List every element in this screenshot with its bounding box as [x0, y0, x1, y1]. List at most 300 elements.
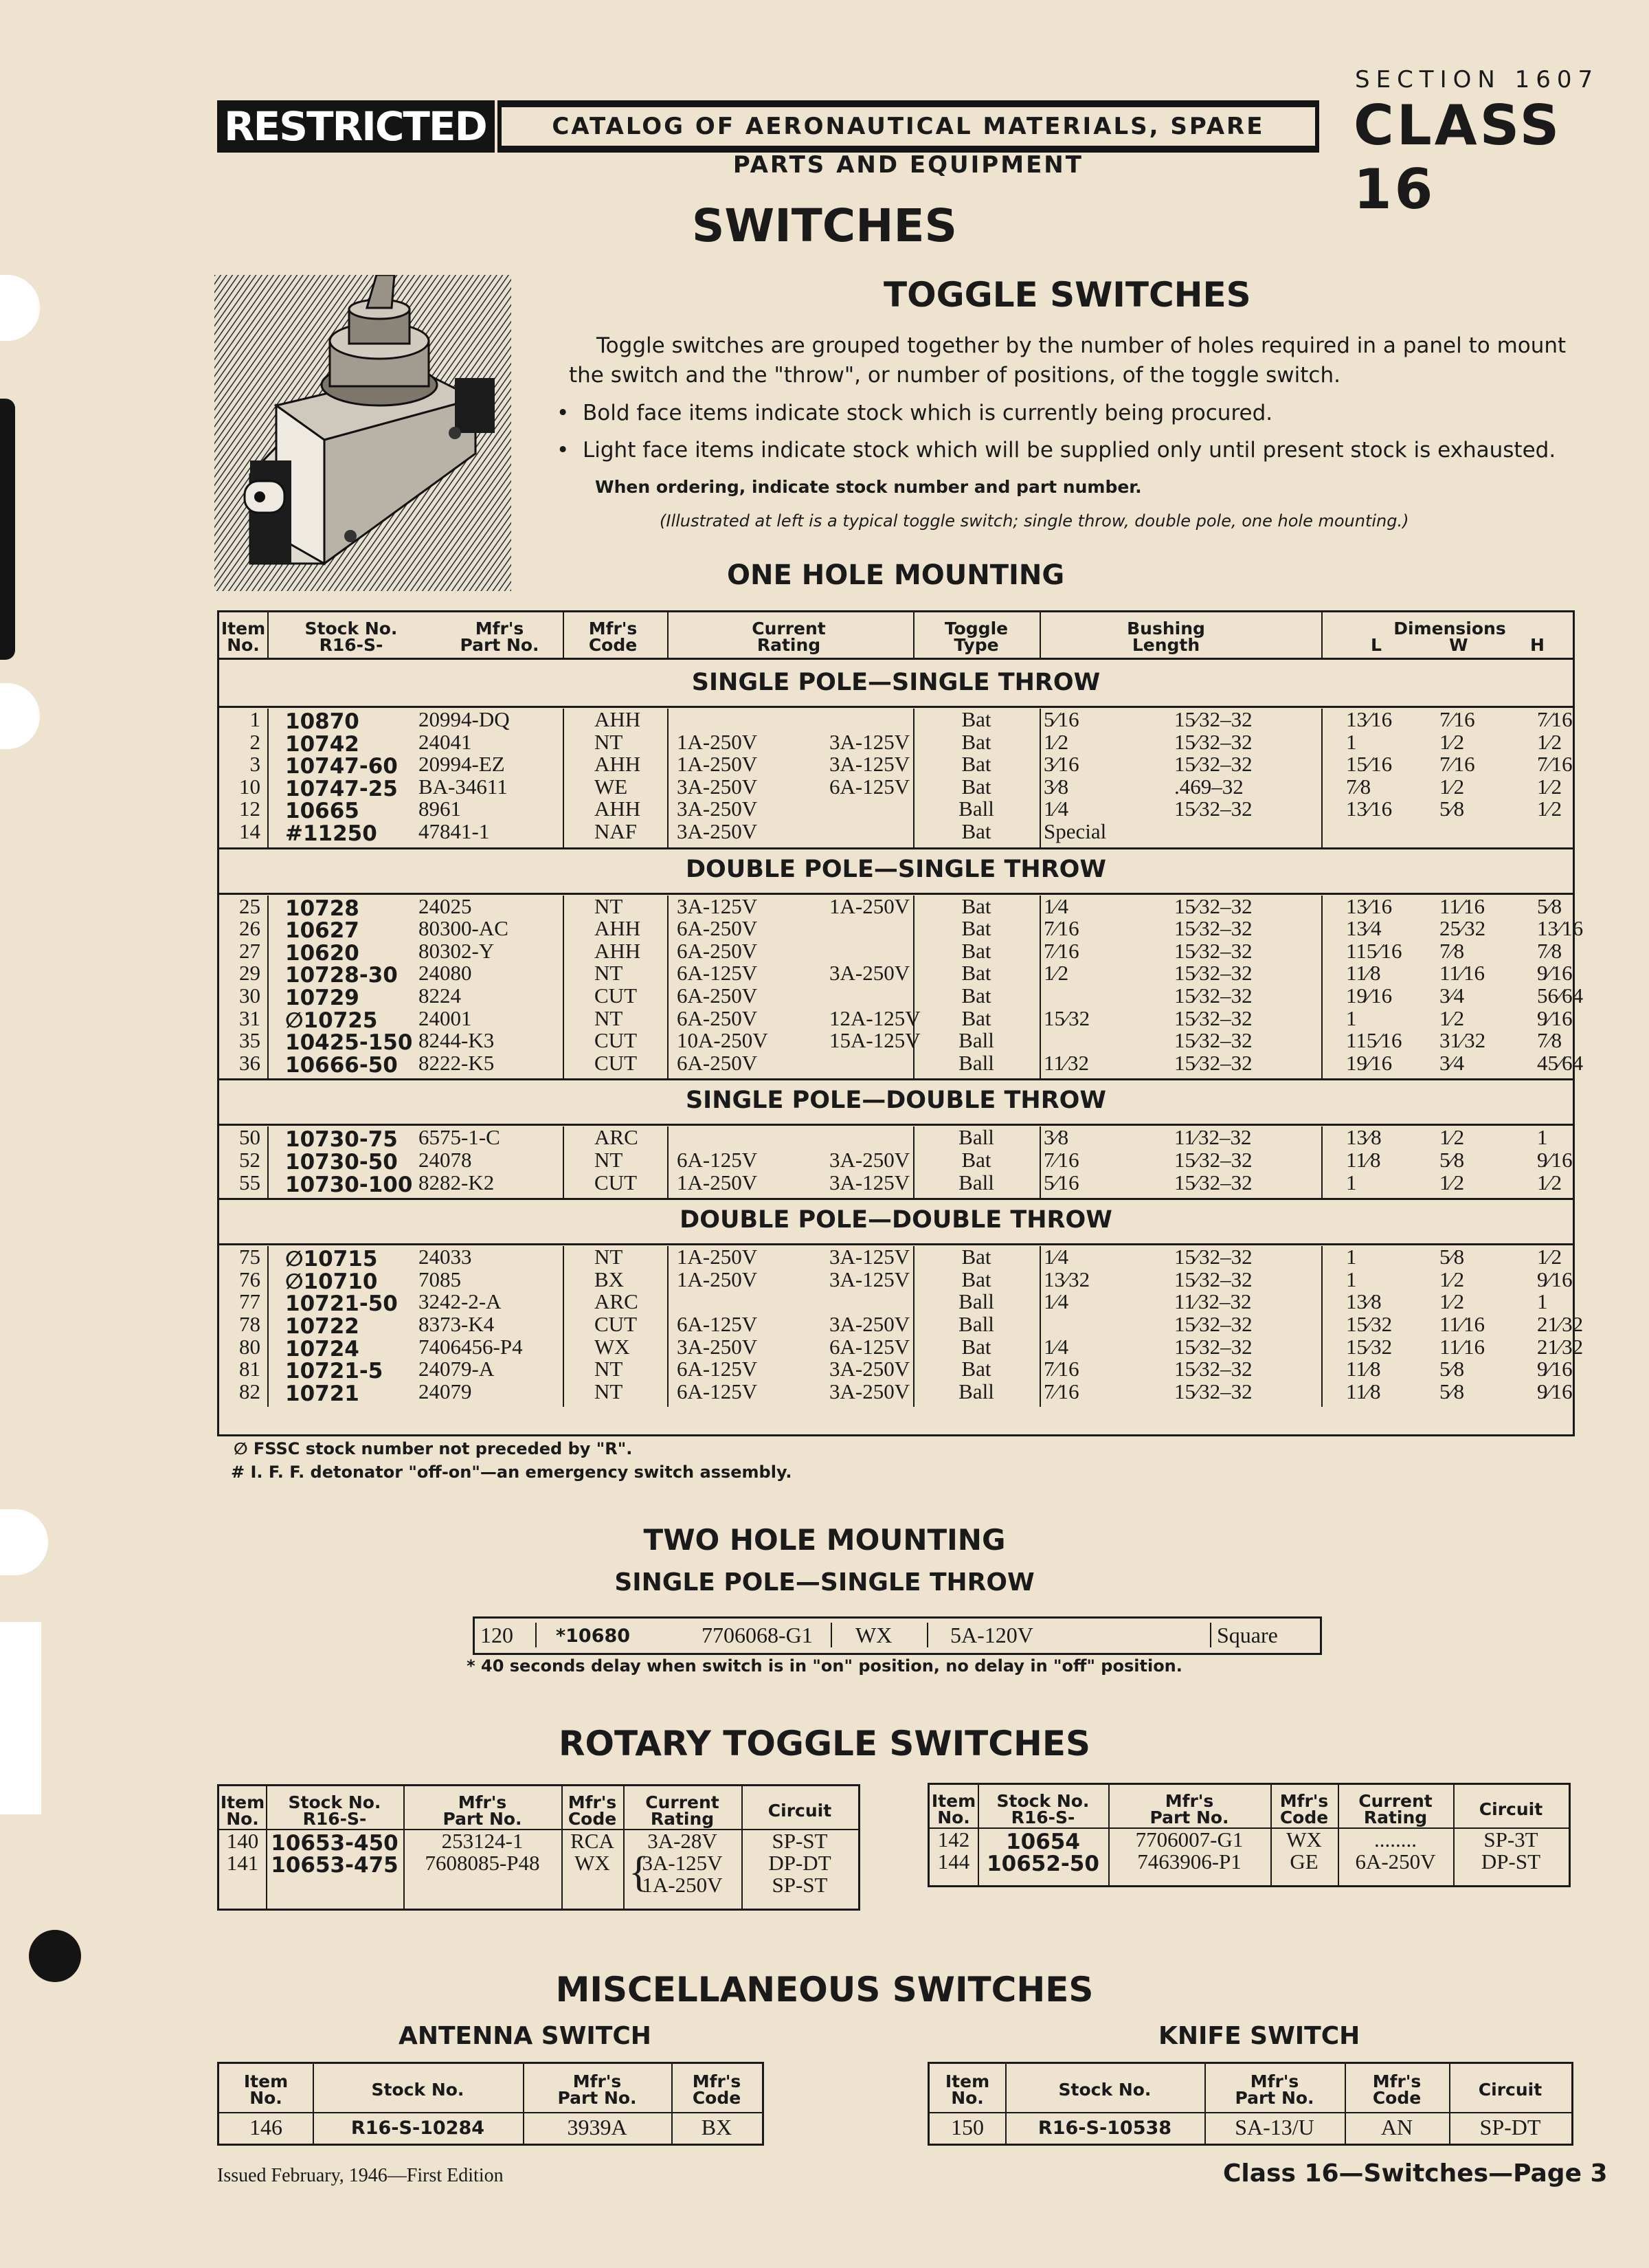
rating-1: 3A-250V	[677, 774, 758, 799]
toggle-type: Ball	[958, 1312, 994, 1336]
mfr-code: CUT	[594, 1170, 637, 1194]
rating-2: 3A-250V	[829, 961, 910, 986]
bushing-thread: 15⁄32–32	[1174, 797, 1253, 821]
dim-h: 13⁄16	[1537, 916, 1584, 941]
dim-w: 7⁄16	[1439, 707, 1475, 731]
table-row	[219, 729, 1573, 757]
rating-1: 10A-250V	[677, 1028, 768, 1053]
part-no: 8224	[418, 983, 461, 1008]
toggle-type: Bat	[961, 1334, 991, 1359]
fssc-note: ∅ FSSC stock number not preceded by "R".	[234, 1439, 633, 1458]
toggle-switch-illustration	[214, 275, 511, 591]
dim-w: 7⁄16	[1439, 752, 1475, 777]
group-heading: DOUBLE POLE—DOUBLE THROW	[680, 1206, 1112, 1234]
dim-h: 1⁄2	[1537, 774, 1562, 799]
dim-l: 115⁄16	[1346, 938, 1402, 963]
part-no: 7463906-P1	[1137, 1849, 1242, 1874]
dim-w: 1⁄2	[1439, 1289, 1465, 1314]
misc-heading: MISCELLANEOUS SWITCHES	[555, 1970, 1094, 2010]
dim-l: 11⁄8	[1346, 1357, 1381, 1381]
knife-circuit: SP-DT	[1479, 2115, 1541, 2139]
bushing-frac: 3⁄8	[1044, 774, 1069, 799]
rotary-col-circuit: Circuit	[767, 1801, 832, 1821]
rating-1: 1A-250V	[677, 1267, 758, 1291]
dim-l: 11⁄8	[1346, 961, 1381, 986]
bushing-frac: 7⁄16	[1044, 916, 1079, 941]
antenna-col-stock: Stock No.	[371, 2080, 464, 2100]
dim-w: 5⁄8	[1439, 1357, 1465, 1381]
toggle-type: Ball	[958, 1125, 994, 1150]
rating-2: 3A-125V	[829, 752, 910, 777]
illustration-caption: (Illustrated at left is a typical toggle switch; single throw, double pole, one hole mounting.)	[660, 511, 1409, 531]
part-no: 8222-K5	[418, 1050, 495, 1075]
bushing-frac: 7⁄16	[1044, 1357, 1079, 1381]
bushing-frac: 7⁄16	[1044, 1379, 1079, 1403]
bushing-frac: 3⁄8	[1044, 1125, 1069, 1150]
toggle-type: Bat	[961, 916, 991, 941]
mfr-code: NT	[594, 1379, 623, 1403]
toggle-type: Ball	[958, 1379, 994, 1403]
dim-w: 1⁄2	[1439, 774, 1465, 799]
part-no: BA-34611	[418, 774, 508, 799]
item-no: 26	[239, 916, 260, 941]
rating-1: 6A-125V	[677, 1357, 758, 1381]
dim-w: 5⁄8	[1439, 1148, 1465, 1172]
page-number: Class 16—Switches—Page 3	[1223, 2159, 1608, 2188]
stock-no: 10730-50	[285, 1150, 398, 1175]
knife-col-code: Mfr's Code	[1372, 2071, 1422, 2108]
bushing-frac: 1⁄2	[1044, 729, 1069, 754]
col-header-dimensions: Dimensions L W H	[1371, 619, 1545, 655]
mfr-code: NT	[594, 961, 623, 986]
bushing-thread: 15⁄32–32	[1174, 1379, 1253, 1403]
toggle-type: Ball	[958, 1028, 994, 1053]
part-no: 24041	[418, 729, 472, 754]
rotary-col-stock: Stock No. R16-S-	[288, 1792, 381, 1829]
rating-1: 1A-250V	[677, 729, 758, 754]
col-header-toggle: Toggle Type	[944, 619, 1009, 655]
dim-l: 11⁄8	[1346, 1148, 1381, 1172]
dim-l: 15⁄32	[1346, 1312, 1393, 1336]
table-row	[219, 1050, 1584, 1078]
stock-no: 10652-50	[987, 1852, 1099, 1876]
ordering-note: When ordering, indicate stock number and part number.	[595, 477, 1142, 497]
item-no: 2	[249, 729, 260, 754]
item-no: 10	[239, 774, 260, 799]
rotary-col-part: Mfr's Part No.	[1149, 1791, 1229, 1827]
item-no: 80	[239, 1334, 260, 1359]
issued-date: Issued February, 1946—First Edition	[217, 2165, 504, 2186]
rating-1: 1A-250V	[677, 1245, 758, 1269]
rotary-heading: ROTARY TOGGLE SWITCHES	[559, 1724, 1090, 1764]
mfr-code: AHH	[594, 938, 641, 963]
knife-stock: R16-S-10538	[1037, 2117, 1172, 2139]
current-rating: 3A-28V	[647, 1829, 717, 1853]
rotary-col-rating: Current Rating	[645, 1792, 719, 1829]
dim-h: 45⁄64	[1537, 1050, 1584, 1075]
dim-l: 13⁄16	[1346, 707, 1393, 731]
rating-1: 6A-125V	[677, 1379, 758, 1403]
bushing-thread: 15⁄32–32	[1174, 1005, 1253, 1030]
antenna-part: 3939A	[567, 2115, 627, 2139]
part-no: 8373-K4	[418, 1312, 495, 1336]
part-no: 6575-1-C	[418, 1125, 500, 1150]
mfr-code: RCA	[570, 1829, 614, 1853]
part-no: 3242-2-A	[418, 1289, 502, 1314]
bushing-frac: 1⁄4	[1044, 1289, 1069, 1314]
item-no: 35	[239, 1028, 260, 1053]
dim-h: 21⁄32	[1537, 1334, 1584, 1359]
bushing-thread: 15⁄32–32	[1174, 1148, 1253, 1172]
rotary-col-stock: Stock No. R16-S-	[996, 1791, 1090, 1827]
one-hole-heading: ONE HOLE MOUNTING	[727, 559, 1065, 591]
col-header-h: H	[1530, 635, 1545, 655]
toggle-switch-icon	[214, 275, 511, 591]
dim-l: 19⁄16	[1346, 983, 1393, 1008]
current-rating: 6A-250V	[1355, 1849, 1436, 1874]
rating-1: 6A-125V	[677, 1312, 758, 1336]
rating-1: 6A-125V	[677, 1148, 758, 1172]
table-row	[219, 1028, 1573, 1056]
toggle-type: Ball	[958, 1289, 994, 1314]
binder-hole	[0, 275, 40, 341]
part-no: 24033	[418, 1245, 472, 1269]
table-row	[219, 1829, 858, 1856]
table-row	[219, 938, 1573, 966]
part-no: 24025	[418, 893, 472, 918]
dim-w: 3⁄4	[1439, 1050, 1465, 1075]
table-row	[219, 774, 1573, 801]
dim-w: 5⁄8	[1439, 1379, 1465, 1403]
item-no: 3	[249, 752, 260, 777]
page-title: SWITCHES	[691, 199, 958, 252]
table-row	[219, 1874, 858, 1896]
table-row	[219, 1245, 1573, 1272]
bushing-thread: .469–32	[1174, 774, 1244, 799]
header-bar	[217, 100, 1319, 179]
stock-no: 10721	[285, 1381, 359, 1406]
bushing-frac: 1⁄4	[1044, 893, 1069, 918]
current-rating: ........	[1374, 1827, 1417, 1852]
stock-no: 10730-100	[285, 1172, 413, 1197]
bullet-icon: •	[557, 401, 583, 425]
group-heading: DOUBLE POLE—SINGLE THROW	[685, 855, 1107, 883]
bushing-thread: 11⁄32–32	[1174, 1125, 1252, 1150]
table-row	[219, 1267, 1573, 1294]
toggle-type: Bat	[961, 983, 991, 1008]
toggle-type: Bat	[961, 961, 991, 986]
bushing-frac: 13⁄32	[1044, 1267, 1090, 1291]
rating-2: 3A-125V	[829, 1245, 910, 1269]
dim-h: 56⁄64	[1537, 983, 1584, 1008]
mfr-code: AHH	[594, 797, 641, 821]
circuit: SP-ST	[772, 1829, 828, 1853]
knife-item: 150	[951, 2115, 984, 2139]
mfr-code: NAF	[594, 819, 638, 843]
stock-no: 10728	[285, 896, 359, 921]
part-no: 24078	[418, 1148, 472, 1172]
knife-heading: KNIFE SWITCH	[1158, 2022, 1360, 2050]
bushing-thread: 15⁄32–32	[1174, 1357, 1253, 1381]
bushing-thread: 15⁄32–32	[1174, 707, 1253, 731]
stock-no: 10654	[1006, 1830, 1080, 1854]
circuit: SP-3T	[1483, 1827, 1538, 1852]
dim-w: 5⁄8	[1439, 1245, 1465, 1269]
dim-h: 5⁄8	[1537, 893, 1562, 918]
table-row	[219, 819, 1573, 846]
rating-1: 3A-250V	[677, 1334, 758, 1359]
rotary-col-part: Mfr's Part No.	[442, 1792, 522, 1829]
toggle-type: Bat	[961, 774, 991, 799]
antenna-col-item: Item No.	[243, 2071, 289, 2108]
dim-w: 1⁄2	[1439, 1267, 1465, 1291]
toggle-type: Bat	[961, 1357, 991, 1381]
antenna-stock: R16-S-10284	[350, 2117, 485, 2139]
rating-2: 15A-125V	[829, 1028, 921, 1053]
toggle-type: Bat	[961, 707, 991, 731]
mfr-code: CUT	[594, 1028, 637, 1053]
col-header-part: Mfr's Part No.	[460, 619, 539, 655]
toggle-type: Ball	[958, 797, 994, 821]
bushing-frac: 1⁄4	[1044, 1245, 1069, 1269]
dim-l: 11⁄8	[1346, 1379, 1381, 1403]
dim-l: 13⁄8	[1346, 1125, 1382, 1150]
part-no: 8282-K2	[418, 1170, 495, 1194]
dim-w: 11⁄16	[1439, 961, 1485, 986]
item-no: 50	[239, 1125, 260, 1150]
item-no: 142	[937, 1827, 970, 1852]
part-no: 47841-1	[418, 819, 490, 843]
two-hole-part: 7706068-G1	[702, 1623, 813, 1647]
table-row	[219, 1289, 1573, 1317]
dim-h: 9⁄16	[1537, 1005, 1573, 1030]
antenna-col-code: Mfr's Code	[692, 2071, 741, 2108]
knife-col-circuit: Circuit	[1478, 2080, 1543, 2100]
stock-no: 10653-450	[271, 1831, 399, 1856]
iff-note: # I. F. F. detonator "off-on"—an emergency switch assembly.	[231, 1463, 792, 1482]
dim-l: 115⁄16	[1346, 1028, 1402, 1053]
bushing-frac: 1⁄4	[1044, 1334, 1069, 1359]
dim-w: 7⁄8	[1439, 938, 1465, 963]
rating-2: 3A-125V	[829, 1267, 910, 1291]
dim-h: 21⁄32	[1537, 1312, 1584, 1336]
part-no: 7406456-P4	[418, 1334, 523, 1359]
dim-w: 1⁄2	[1439, 729, 1465, 754]
circuit: SP-ST	[772, 1873, 828, 1897]
dim-h: 1⁄2	[1537, 729, 1562, 754]
toggle-intro: Toggle switches are grouped together by the number of holes required in a panel to mount the switch and the "throw", or number of positions, of the toggle switch.	[569, 333, 1567, 388]
dim-h: 1	[1537, 1289, 1548, 1314]
circuit: DP-ST	[1481, 1849, 1541, 1874]
part-no: 80300-AC	[418, 916, 508, 941]
class-label: CLASS 16	[1354, 93, 1562, 221]
mfr-code: ARC	[594, 1289, 638, 1314]
mfr-code: WX	[594, 1334, 630, 1359]
rating-1: 6A-250V	[677, 1050, 758, 1075]
bushing-frac: 7⁄16	[1044, 938, 1079, 963]
table-row	[930, 1849, 1569, 1876]
table-row	[219, 1125, 1573, 1153]
item-no: 77	[239, 1289, 260, 1314]
restricted-label: RESTRICTED	[217, 100, 497, 153]
mfr-code: CUT	[594, 1312, 637, 1336]
knife-part: SA-13/U	[1235, 2115, 1314, 2139]
rating-1: 1A-250V	[677, 1170, 758, 1194]
bushing-thread: 15⁄32–32	[1174, 938, 1253, 963]
stock-no: 10747-25	[285, 776, 398, 801]
dim-h: 7⁄8	[1537, 938, 1562, 963]
rating-1: 6A-250V	[677, 983, 758, 1008]
col-header-rating: Current Rating	[752, 619, 826, 655]
bushing-thread: 15⁄32–32	[1174, 1334, 1253, 1359]
item-no: 36	[239, 1050, 260, 1075]
toggle-type: Bat	[961, 729, 991, 754]
antenna-code: BX	[701, 2115, 732, 2139]
two-hole-code: WX	[855, 1623, 893, 1647]
toggle-type: Bat	[961, 819, 991, 843]
item-no: 75	[239, 1245, 260, 1269]
item-no: 31	[239, 1005, 260, 1030]
dim-l: 1	[1346, 1267, 1357, 1291]
bushing-thread: 15⁄32–32	[1174, 729, 1253, 754]
dim-h: 1⁄2	[1537, 797, 1562, 821]
rating-2: 3A-125V	[829, 1170, 910, 1194]
rotary-col-rating: Current Rating	[1358, 1791, 1433, 1827]
bushing-frac: 5⁄16	[1044, 707, 1079, 731]
item-no: 76	[239, 1267, 260, 1291]
knife-col-part: Mfr's Part No.	[1235, 2071, 1314, 2108]
two-hole-stock: *10680	[556, 1625, 631, 1647]
dim-h: 7⁄8	[1537, 1028, 1562, 1053]
rating-1: 1A-250V	[677, 752, 758, 777]
bushing-thread: 15⁄32–32	[1174, 1050, 1253, 1075]
dim-l: 15⁄16	[1346, 752, 1393, 777]
table-row	[930, 1827, 1569, 1854]
antenna-col-part: Mfr's Part No.	[557, 2071, 637, 2108]
item-no: 52	[239, 1148, 260, 1172]
rotary-col-item: Item No.	[220, 1792, 265, 1829]
bushing-thread: 15⁄32–32	[1174, 1312, 1253, 1336]
toggle-type: Bat	[961, 1267, 991, 1291]
two-hole-heading: TWO HOLE MOUNTING	[643, 1523, 1006, 1557]
stock-no: #11250	[285, 821, 377, 846]
table-row	[219, 1005, 1573, 1033]
mfr-code: CUT	[594, 1050, 637, 1075]
dim-h: 1⁄2	[1537, 1170, 1562, 1194]
part-no: 24080	[418, 961, 472, 986]
binder-hole	[0, 1622, 41, 1814]
rating-2: 3A-250V	[829, 1379, 910, 1403]
stock-no: 10721-50	[285, 1291, 398, 1317]
col-header-bushing: Bushing Length	[1127, 619, 1205, 655]
mfr-code: GE	[1290, 1849, 1319, 1874]
table-row	[219, 707, 1573, 734]
mfr-code: AHH	[594, 707, 641, 731]
bushing-frac: 7⁄16	[1044, 1148, 1079, 1172]
catalog-title: CATALOG OF AERONAUTICAL MATERIALS, SPARE PARTS AND EQUIPMENT	[502, 107, 1315, 146]
circuit: DP-DT	[768, 1851, 831, 1875]
part-no: 20994-EZ	[418, 752, 505, 777]
rating-2: 1A-250V	[829, 893, 910, 918]
dim-l: 1	[1346, 729, 1357, 754]
dim-l: 13⁄16	[1346, 893, 1393, 918]
table-row	[219, 916, 1584, 944]
antenna-table	[217, 2062, 764, 2146]
knife-col-stock: Stock No.	[1058, 2080, 1152, 2100]
bullet-icon: •	[557, 438, 583, 463]
bushing-thread: 15⁄32–32	[1174, 752, 1253, 777]
table-row	[219, 1379, 1573, 1406]
mfr-code: NT	[594, 1005, 623, 1030]
rating-1: 3A-250V	[677, 797, 758, 821]
dim-l: 1	[1346, 1005, 1357, 1030]
rating-2: 12A-125V	[829, 1005, 921, 1030]
rating-1: 6A-125V	[677, 961, 758, 986]
mfr-code: CUT	[594, 983, 637, 1008]
stock-no: 10425-150	[285, 1030, 413, 1056]
item-no: 82	[239, 1379, 260, 1403]
stock-no: ∅10715	[285, 1247, 378, 1272]
bushing-frac: 5⁄16	[1044, 1170, 1079, 1194]
stock-no: 10666-50	[285, 1052, 398, 1078]
rating-2: 6A-125V	[829, 774, 910, 799]
one-hole-table	[217, 610, 1584, 1436]
dim-l: 13⁄8	[1346, 1289, 1382, 1314]
mfr-code: NT	[594, 1148, 623, 1172]
col-header-l: L	[1371, 635, 1382, 655]
dim-l: 13⁄16	[1346, 797, 1393, 821]
mfr-code: NT	[594, 893, 623, 918]
toggle-switches-heading: TOGGLE SWITCHES	[884, 275, 1251, 315]
part-no: 24079-A	[418, 1357, 495, 1381]
dim-l: 1	[1346, 1245, 1357, 1269]
item-no: 14	[239, 819, 260, 843]
two-hole-note: * 40 seconds delay when switch is in "on" position, no delay in "off" position.	[467, 1656, 1182, 1676]
rating-2: 6A-125V	[829, 1334, 910, 1359]
dim-l: 15⁄32	[1346, 1334, 1393, 1359]
item-no: 25	[239, 893, 260, 918]
mfr-code: WX	[574, 1851, 610, 1875]
section-number: SECTION 1607	[1355, 66, 1600, 93]
antenna-heading: ANTENNA SWITCH	[399, 2022, 651, 2050]
toggle-type: Ball	[958, 1050, 994, 1075]
dim-w: 11⁄16	[1439, 893, 1485, 918]
col-header-stock: Stock No. R16-S-	[304, 619, 398, 655]
knife-col-item: Item No.	[945, 2071, 990, 2108]
part-no: 80302-Y	[418, 938, 495, 963]
stock-no: 10870	[285, 709, 359, 734]
bushing-thread: 15⁄32–32	[1174, 893, 1253, 918]
rating-2: 3A-250V	[829, 1312, 910, 1336]
binder-hole	[0, 683, 40, 749]
dim-l: 1	[1346, 1170, 1357, 1194]
col-header-code: Mfr's Code	[588, 619, 638, 655]
rating-1: 3A-125V	[677, 893, 758, 918]
dim-w: 5⁄8	[1439, 797, 1465, 821]
rating-1: 3A-250V	[677, 819, 758, 843]
item-no: 1	[249, 707, 260, 731]
item-no: 30	[239, 983, 260, 1008]
bushing-thread: 15⁄32–32	[1174, 983, 1253, 1008]
dim-h: 7⁄16	[1537, 752, 1573, 777]
toggle-type: Bat	[961, 1245, 991, 1269]
rating-1: 6A-250V	[677, 1005, 758, 1030]
bushing-frac: 1⁄2	[1044, 961, 1069, 986]
table-row	[219, 893, 1573, 921]
stock-no: 10729	[285, 986, 359, 1010]
item-no: 140	[226, 1829, 259, 1853]
rating-2: 3A-250V	[829, 1357, 910, 1381]
